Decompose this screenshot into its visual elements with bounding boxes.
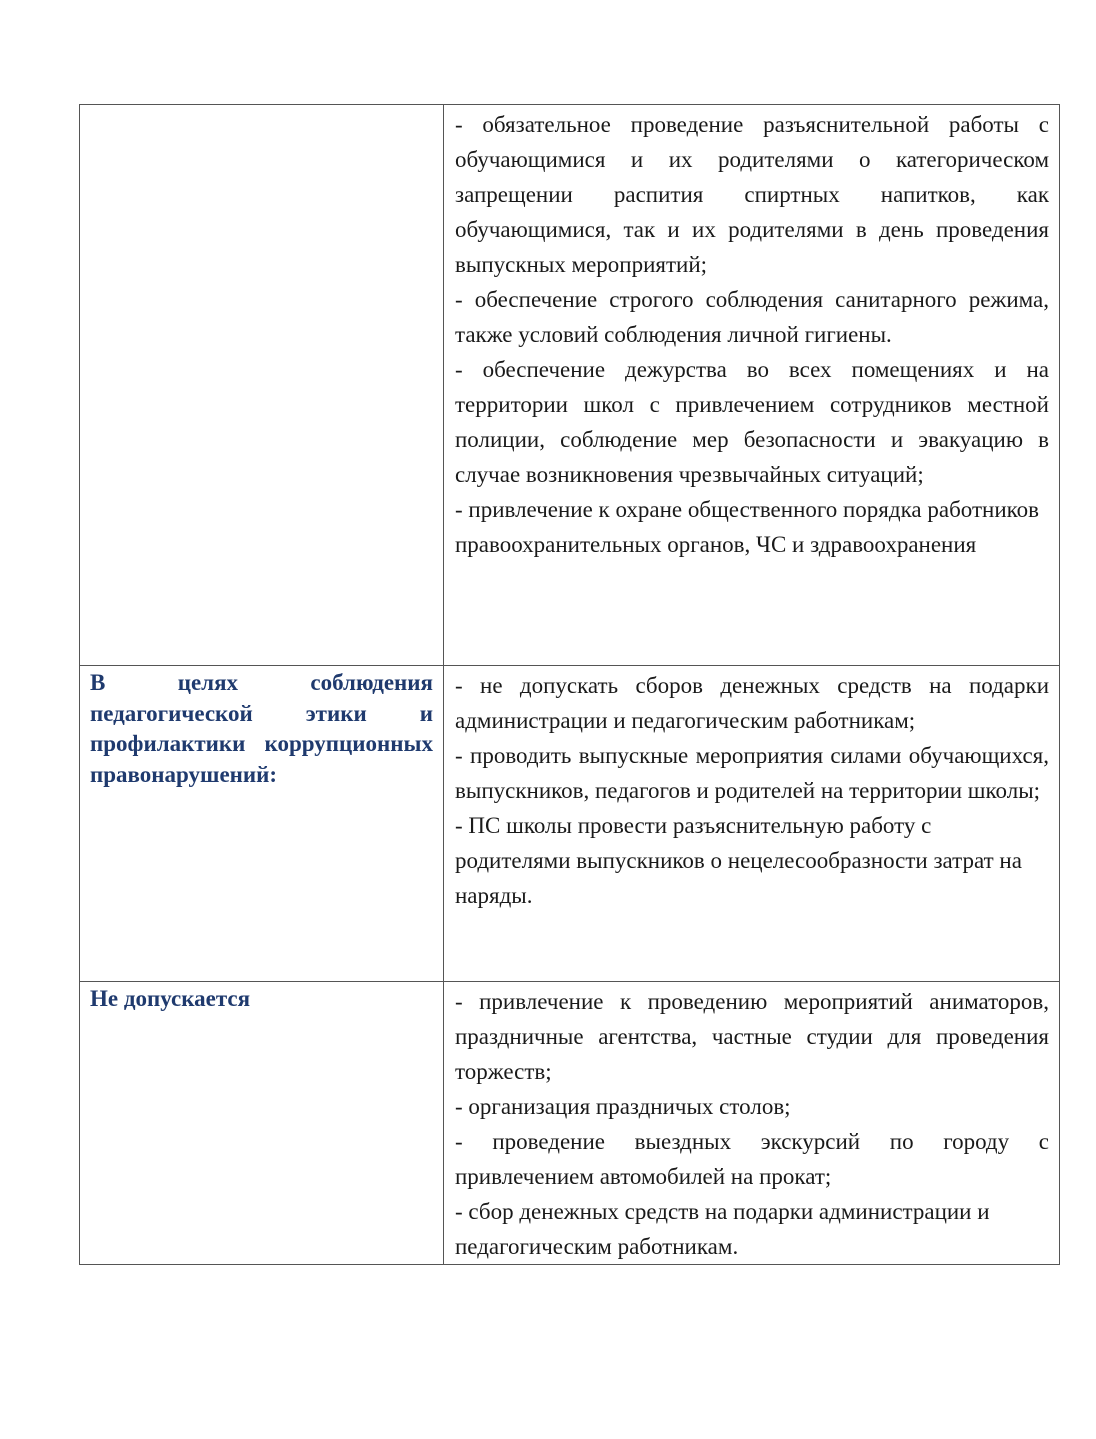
list-item: - привлечение к проведению мероприятий аниматоров, праздничные агентства, частные студии для проведения торжеств; [455,989,1049,1084]
document-page [79,104,1049,1265]
row-heading-cell [80,982,444,1265]
list-item: - ПС школы провести разъяснительную работу с родителями выпускников о нецелесообразности затрат на наряды. [455,813,1022,908]
row-content-cell [444,105,1060,666]
list-item: - сбор денежных средств на подарки администрации и педагогическим работникам. [455,1199,990,1259]
list-item: - организация праздничых столов; [455,1094,791,1119]
row-heading-cell [80,105,444,666]
row-content-cell [444,666,1060,982]
table-row [80,982,1060,1265]
measures-table [79,104,1060,1265]
row-heading: В целях соблюдения педагогической этики и профилактики коррупционных правонарушений: [90,670,433,787]
list-item: - обязательное проведение разъяснительной работы с обучающимися и их родителями о категорическом запрещении распития спиртных напитков, как обучающимися, так и их родителями в день проведения выпускных мероприятий; [455,112,1049,277]
row-heading: Не допускается [90,986,251,1011]
table-row [80,666,1060,982]
row-heading-cell [80,666,444,982]
list-item: - не допускать сборов денежных средств на подарки администрации и педагогическим работникам; [455,673,1049,733]
list-item: - обеспечение дежурства во всех помещениях и на территории школ с привлечением сотрудников местной полиции, соблюдение мер безопасности и эвакуацию в случае возникновения чрезвычайных ситуаций; [455,357,1049,487]
list-item: - обеспечение строгого соблюдения санитарного режима, также условий соблюдения личной гигиены. [455,287,1049,347]
list-item: - проводить выпускные мероприятия силами обучающихся, выпускников, педагогов и родителей на территории школы; [455,743,1049,803]
list-item: - привлечение к охране общественного порядка работников правоохранительных органов, ЧС и здравоохранения [455,497,1040,557]
table-row [80,105,1060,666]
row-content-cell [444,982,1060,1265]
list-item: - проведение выездных экскурсий по городу с привлечением автомобилей на прокат; [455,1129,1049,1189]
